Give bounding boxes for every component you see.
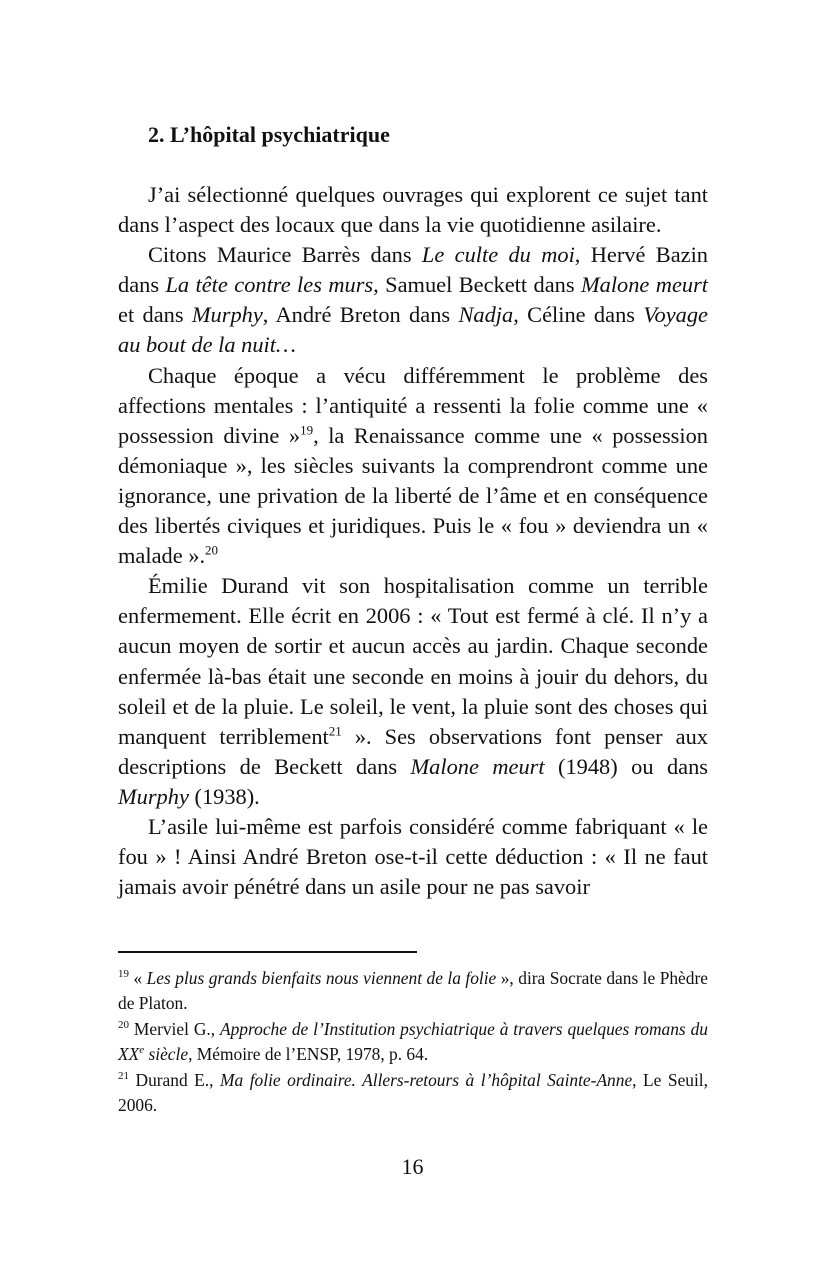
note-ref: 19	[300, 422, 314, 438]
italic-text: La tête contre les murs	[165, 272, 374, 298]
italic-text: Malone meurt	[410, 753, 545, 779]
text-run: , André Breton dans	[262, 302, 459, 328]
note-ref: 19	[118, 968, 129, 981]
text-run: », dira Socrate dans le Phèdre de Platon.	[118, 968, 708, 1013]
paragraph	[118, 571, 708, 812]
italic-text: Nadja	[458, 302, 514, 328]
text-run: J’ai sélectionné quelques ouvrages qui explorent ce sujet tant dans l’aspect des locaux que dans la vie quotidienne asilaire.	[118, 182, 708, 238]
italic-text: Les plus grands bienfaits nous viennent de la folie	[146, 968, 497, 988]
paragraph	[118, 240, 708, 360]
text-run: , Le Seuil, 2006.	[118, 1070, 708, 1115]
paragraph	[118, 361, 708, 572]
footnote	[118, 1017, 708, 1067]
text-run: Mémoire de l’ENSP, 1978, p. 64.	[192, 1044, 429, 1064]
note-ref: 21	[118, 1070, 129, 1083]
text-run: Citons Maurice Barrès dans	[148, 242, 422, 268]
section-heading: 2. L’hôpital psychiatrique	[148, 122, 390, 147]
note-ref: 21	[328, 723, 342, 739]
note-ref: 20	[118, 1019, 129, 1032]
italic-text: Ma folie ordinaire. Allers-retours à l’hôpital Sainte-Anne	[220, 1070, 633, 1090]
text-run: L’asile lui-même est parfois considéré comme fabriquant « le fou » ! Ainsi André Breton ose-t-il cette déduction : « Il ne faut jamais avoir pénétré dans un asile pour ne pas savoir	[118, 813, 708, 900]
footnotes	[118, 966, 708, 1119]
footnote	[118, 1068, 708, 1118]
text-run: (1948) ou dans	[544, 753, 709, 779]
page-number: 16	[401, 1154, 424, 1179]
text-run: Chaque époque a vécu différemment le problème des affections mentales : l’antiquité a ressenti la folie comme une « possession divine »	[118, 362, 708, 448]
text-run: Merviel G.,	[129, 1019, 220, 1039]
italic-text: Murphy	[191, 302, 263, 328]
text-run: «	[129, 968, 147, 988]
text-run: Durand E.,	[129, 1070, 221, 1090]
italic-text: siècle,	[144, 1044, 193, 1064]
paragraph	[118, 812, 708, 902]
italic-text: Murphy	[118, 783, 189, 809]
footnote-divider	[118, 951, 417, 953]
text-run: (1938).	[188, 783, 260, 809]
italic-text: Malone meurt	[580, 272, 709, 298]
italic-text: Voyage au bout de la nuit…	[118, 302, 708, 358]
italic-text: Le culte du moi	[421, 242, 575, 268]
note-ref: 20	[205, 542, 219, 558]
text-run: , Samuel Beckett dans	[373, 272, 581, 298]
body-text	[118, 180, 708, 902]
text-run: et dans	[118, 302, 192, 328]
text-run: , Céline dans	[513, 302, 644, 328]
italic-text: Approche de l’Institution psychiatrique à travers quelques romans du XX	[118, 1019, 708, 1064]
note-ref: e	[139, 1044, 145, 1057]
page-content	[118, 120, 708, 902]
paragraph	[118, 180, 708, 240]
text-run: ». Ses observations font penser aux descriptions de Beckett dans	[118, 723, 708, 779]
text-run: , Hervé Bazin dans	[118, 242, 708, 298]
text-run: Émilie Durand vit son hospitalisation comme un terrible enfermement. Elle écrit en 2006 : « Tout est fermé à clé. Il n’y a aucun moyen de sortir et aucun accès au jardin. Chaque seconde enfermée là-bas était une seconde en moins à jouir du dehors, du soleil et de la pluie. Le soleil, le vent, la pluie sont des choses qui manquent terriblement	[118, 573, 708, 749]
footnote	[118, 966, 708, 1016]
text-run: , la Renaissance comme une « possession démoniaque », les siècles suivants la comprendront comme une ignorance, une privation de la liberté de l’âme et en conséquence des libertés civiques et juridiques. Puis le « fou » deviendra un « malade ».	[118, 422, 708, 569]
